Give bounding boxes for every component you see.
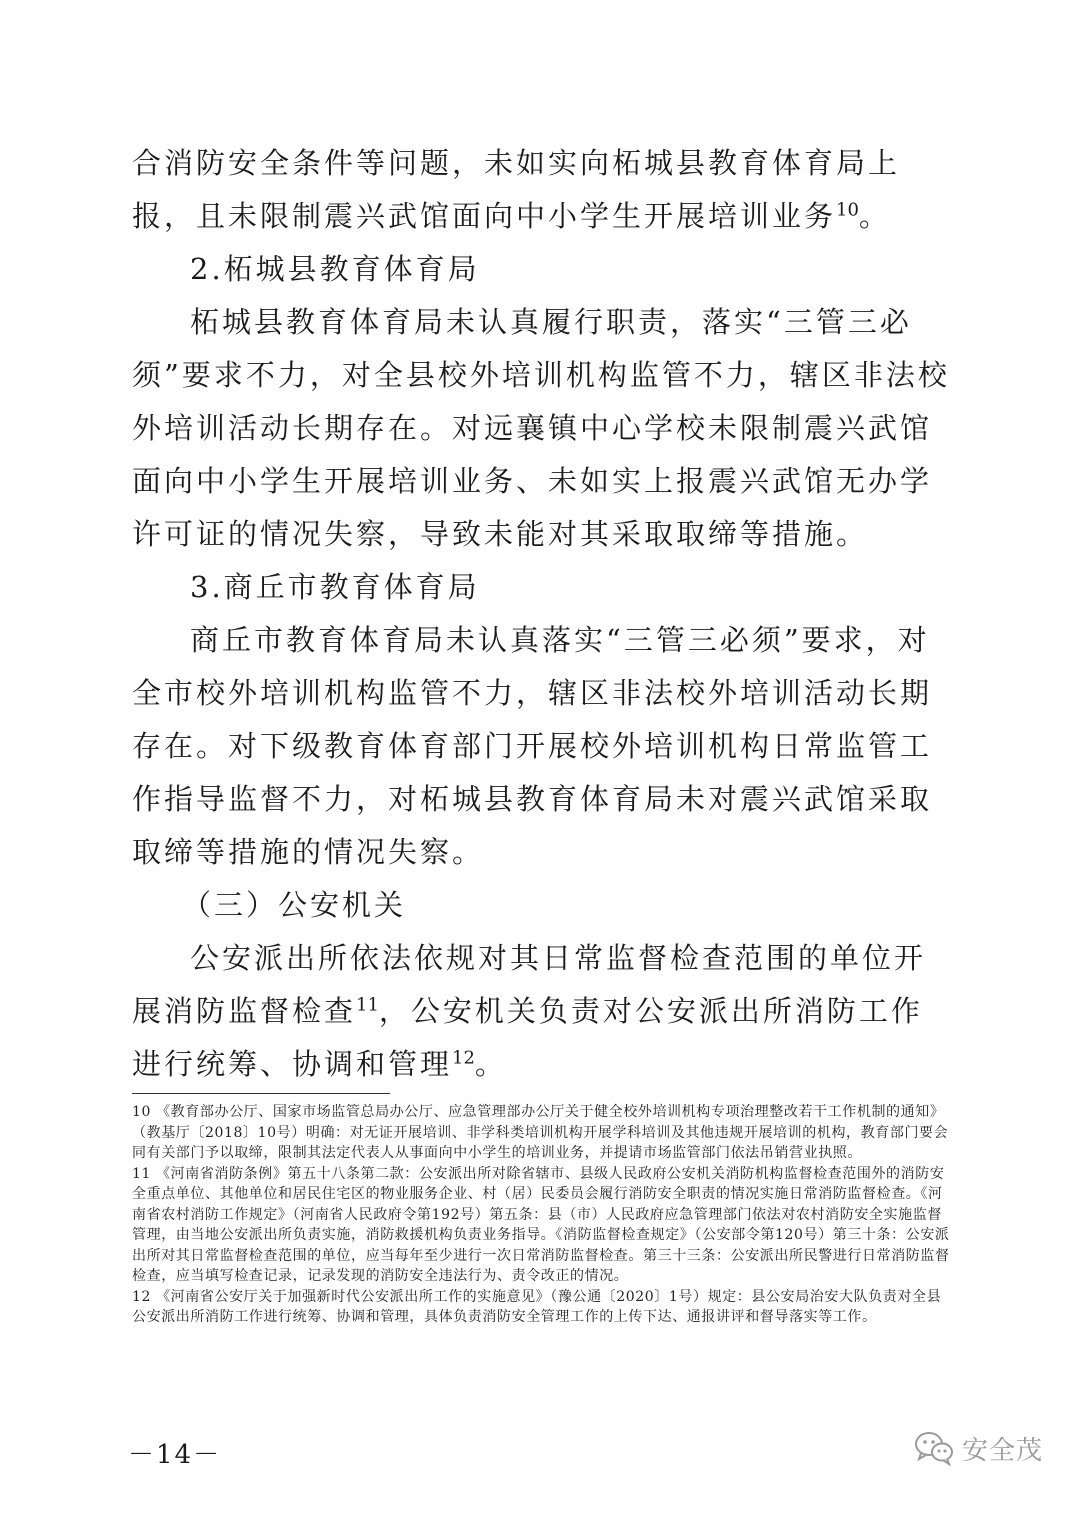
- section-heading-3: 3.商丘市教育体育局: [190, 570, 480, 604]
- paragraph-continued: [132, 137, 952, 243]
- footnote-11: 11 《河南省消防条例》第五十八条第二款：公安派出所对除省辖市、县级人民政府公安机关消防机构监督检查范围外的消防安全重点单位、其他单位和居民住宅区的物业服务企业、村（居）民委员会履行消防安全职责的情况实施日常消防监督检查。《河南省农村消防工作规定》（河南省人民政府令第192号）第五条：县（市）人民政府应急管理部门依法对农村消防安全实施监督管理，由当地公安派出所负责实施，消防救援机构负责业务指导。《消防监督检查规定》（公安部令第120号）第三十条：公安派出所对其日常监督检查范围的单位，应当每年至少进行一次日常消防监督检查。第三十三条：公安派出所民警进行日常消防监督检查，应当填写检查记录，记录发现的消防安全违法行为、责令改正的情况。: [132, 1165, 950, 1284]
- footnotes: [132, 1102, 952, 1328]
- paragraph-2: 柘城县教育体育局未认真履行职责，落实“三管三必须”要求不力，对全县校外培训机构监管不力，辖区非法校外培训活动长期存在。对远襄镇中心学校未限制震兴武馆面向中小学生开展培训业务、未如实上报震兴武馆无办学许可证的情况失察，导致未能对其采取取缔等措施。: [132, 305, 950, 551]
- paragraph-4: [132, 932, 952, 1091]
- footnote-10: 10 《教育部办公厅、国家市场监管总局办公厅、应急管理部办公厅关于健全校外培训机构专项治理整改若干工作机制的通知》（教基厅〔2018〕10号）明确：对无证开展培训、非学科类培训机构开展学科培训及其他违规开展培训的机构，教育部门要会同有关部门予以取缔，限制其法定代表人从事面向中小学生的培训业务，并提请市场监管部门依法吊销营业执照。: [132, 1104, 949, 1161]
- watermark: [914, 1428, 1043, 1468]
- footnote-12: 12 《河南省公安厅关于加强新时代公安派出所工作的实施意见》（豫公通〔2020〕1号）规定：县公安局治安大队负责对全县公安派出所消防工作进行统筹、协调和管理，具体负责消防安全管理工作的上传下达、通报讲评和督导落实等工作。: [132, 1288, 942, 1325]
- page-number: －14－: [128, 1440, 222, 1470]
- paragraph-text: 合消防安全条件等问题，未如实向柘城县教育体育局上报，且未限制震兴武馆面向中小学生开展培训业务: [132, 146, 901, 233]
- wechat-icon: [914, 1430, 954, 1466]
- footnote-separator: [132, 1093, 390, 1094]
- punctuation: 。: [858, 199, 891, 233]
- watermark-text: 安全茂: [962, 1435, 1044, 1466]
- section-heading-2: 2.柘城县教育体育局: [190, 252, 480, 286]
- section-heading-police: （三）公安机关: [182, 888, 407, 922]
- footnote-ref-11[interactable]: 11: [356, 994, 379, 1016]
- footnote-ref-12[interactable]: 12: [452, 1047, 475, 1069]
- punctuation: 。: [474, 1047, 507, 1081]
- paragraph-3: 商丘市教育体育局未认真落实“三管三必须”要求，对全市校外培训机构监管不力，辖区非法校外培训活动长期存在。对下级教育体育部门开展校外培训机构日常监管工作指导监督不力，对柘城县教育体育局未对震兴武馆采取取缔等措施的情况失察。: [132, 623, 933, 869]
- body-text: [132, 137, 952, 1091]
- footnote-ref-10[interactable]: 10: [836, 199, 859, 221]
- paragraph-text: 公安派出所依法依规对其日常监督检查范围的单位开展消防监督检查: [132, 941, 927, 1028]
- paragraph-text: ，公安机关负责对公安派出所消防工作进行统筹、协调和管理: [132, 994, 923, 1081]
